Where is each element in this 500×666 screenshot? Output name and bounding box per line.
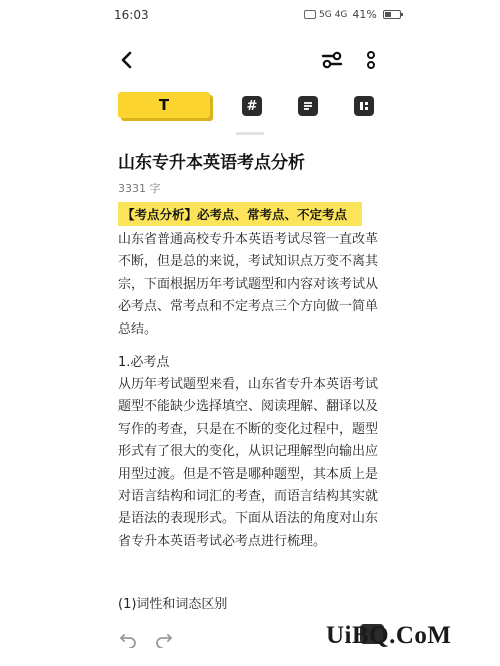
more-vertical-icon <box>366 50 376 70</box>
signal-4g-label: 4G <box>334 9 348 20</box>
highlighted-heading-text: 【考点分析】必考点、常考点、不定考点 <box>122 207 348 222</box>
notification-icon <box>304 10 316 19</box>
filter-icon <box>321 50 343 70</box>
drag-handle[interactable] <box>236 132 264 135</box>
layout-button[interactable] <box>350 92 378 120</box>
text-style-button[interactable] <box>118 92 210 118</box>
more-button[interactable] <box>357 46 385 74</box>
top-bar <box>0 40 500 80</box>
text-tool-label: T <box>158 96 170 114</box>
highlighted-heading[interactable] <box>118 202 362 226</box>
bottom-bar <box>0 622 500 666</box>
redo-button[interactable] <box>152 628 176 652</box>
format-toolbar <box>118 92 386 120</box>
hash-icon: # <box>242 96 262 116</box>
word-count: 3331 字 <box>118 182 161 195</box>
status-bar <box>0 0 500 32</box>
subsection-heading-1[interactable]: (1)词性和词态区别 <box>118 597 228 612</box>
back-arrow-icon <box>120 51 132 69</box>
back-button[interactable] <box>112 46 140 74</box>
section-heading-1[interactable]: 1.必考点 <box>118 355 170 370</box>
filter-button[interactable] <box>318 46 346 74</box>
battery-percent: 41% <box>352 8 377 21</box>
redo-icon <box>155 632 173 648</box>
undo-icon <box>119 632 137 648</box>
paragraph-2[interactable]: 从历年考试题型来看，山东省专升本英语考试题型不能缺少选择填空、阅读理解、翻译以及写作的考查，只是在不断的变化过程中，题型形式有了很大的变化，从识记理解型向输出应用型过渡。但是不管是哪种题型，其本质上是对语言结构和词汇的考查，而语言结构其实就是语法的表现形式。下面从语法的角度对山东省专升本英语考试必考点进行梳理。 <box>118 377 379 549</box>
status-icons <box>304 8 401 21</box>
layout-icon <box>354 96 374 116</box>
watermark-logo: UiBQ.CoM <box>326 622 452 649</box>
paragraph-1[interactable]: 山东省普通高校专升本英语考试尽管一直改革不断，但是总的来说，考试知识点万变不离其宗，下面根据历年考试题型和内容对该考试从必考点、常考点和不定考点三个方向做一简单总结。 <box>118 232 379 337</box>
list-button[interactable] <box>294 92 322 120</box>
list-icon <box>298 96 318 116</box>
undo-button[interactable] <box>116 628 140 652</box>
hashtag-button[interactable] <box>238 92 266 120</box>
signal-5g-label: 5G <box>319 9 332 20</box>
document-title[interactable]: 山东专升本英语考点分析 <box>118 153 305 173</box>
battery-icon <box>383 10 401 19</box>
status-time: 16:03 <box>114 8 149 22</box>
